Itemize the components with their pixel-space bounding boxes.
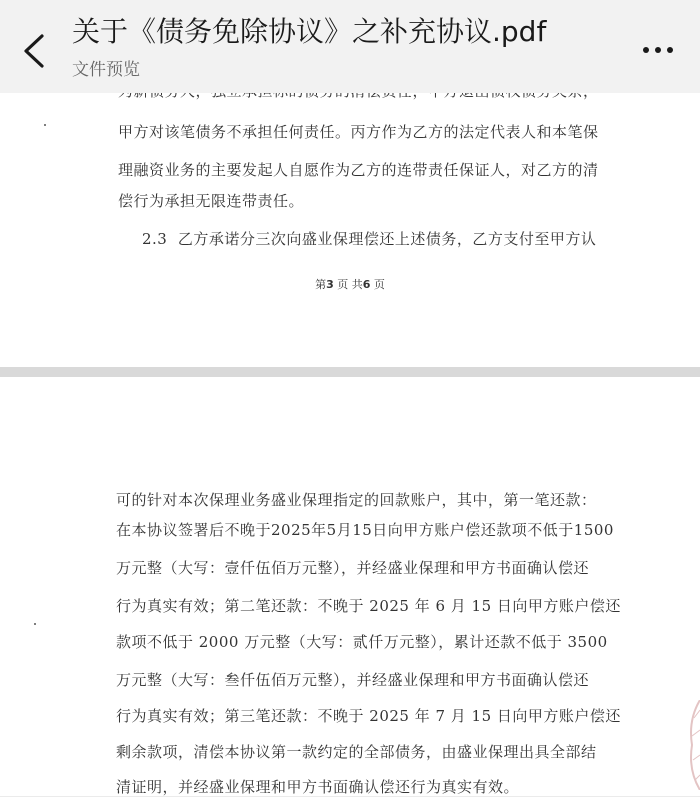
doc-line: 甲方对该笔债务不承担任何责任。丙方作为乙方的法定代表人和本笔保 — [118, 123, 599, 141]
back-button[interactable] — [14, 20, 58, 82]
scan-speck — [44, 124, 46, 126]
page-subtitle: 文件预览 — [72, 60, 140, 80]
doc-line: 万元整（大写：叁仟伍佰万元整），并经盛业保理和甲方书面确认偿还 — [116, 671, 590, 689]
doc-line: 理融资业务的主要发起人自愿作为乙方的连带责任保证人，对乙方的清 — [118, 161, 599, 179]
page-title: 关于《债务免除协议》之补充协议.pdf — [72, 15, 547, 48]
chevron-left-icon — [14, 20, 58, 82]
doc-line: 剩余款项，清偿本协议第一款约定的全部债务，由盛业保理出具全部结 — [116, 743, 597, 761]
doc-line: 偿行为承担无限连带责任。 — [118, 192, 305, 210]
page-separator — [0, 367, 700, 377]
doc-line: 清证明，并经盛业保理和甲方书面确认偿还行为真实有效。 — [116, 778, 520, 796]
seal-stamp-fragment — [686, 700, 700, 790]
doc-line: 在本协议签署后不晚于2025年5月15日向甲方账户偿还款项不低于1500 — [116, 521, 614, 539]
doc-line: 可的针对本次保理业务盛业保理指定的回款账户，其中，第一笔还款： — [116, 491, 597, 509]
pdf-page-3 — [0, 80, 700, 367]
doc-line: 2.3 乙方承诺分三次向盛业保理偿还上述债务，乙方支付至甲方认 — [142, 230, 597, 248]
app-header — [0, 0, 700, 93]
doc-line: 款项不低于 2000 万元整（大写：贰仟万元整），累计还款不低于 3500 — [116, 633, 608, 651]
doc-line: 行为真实有效；第三笔还款：不晚于 2025 年 7 月 15 日向甲方账户偿还 — [116, 707, 621, 725]
more-horizontal-icon — [636, 28, 680, 72]
more-button[interactable] — [636, 28, 680, 72]
pdf-page-4 — [0, 377, 700, 796]
scan-speck — [34, 623, 36, 625]
doc-line: 万元整（大写：壹仟伍佰万元整），并经盛业保理和甲方书面确认偿还 — [116, 559, 590, 577]
doc-line: 行为真实有效；第二笔还款：不晚于 2025 年 6 月 15 日向甲方账户偿还 — [116, 597, 621, 615]
page-number-footer: 第3 页 共6 页 — [315, 278, 385, 291]
